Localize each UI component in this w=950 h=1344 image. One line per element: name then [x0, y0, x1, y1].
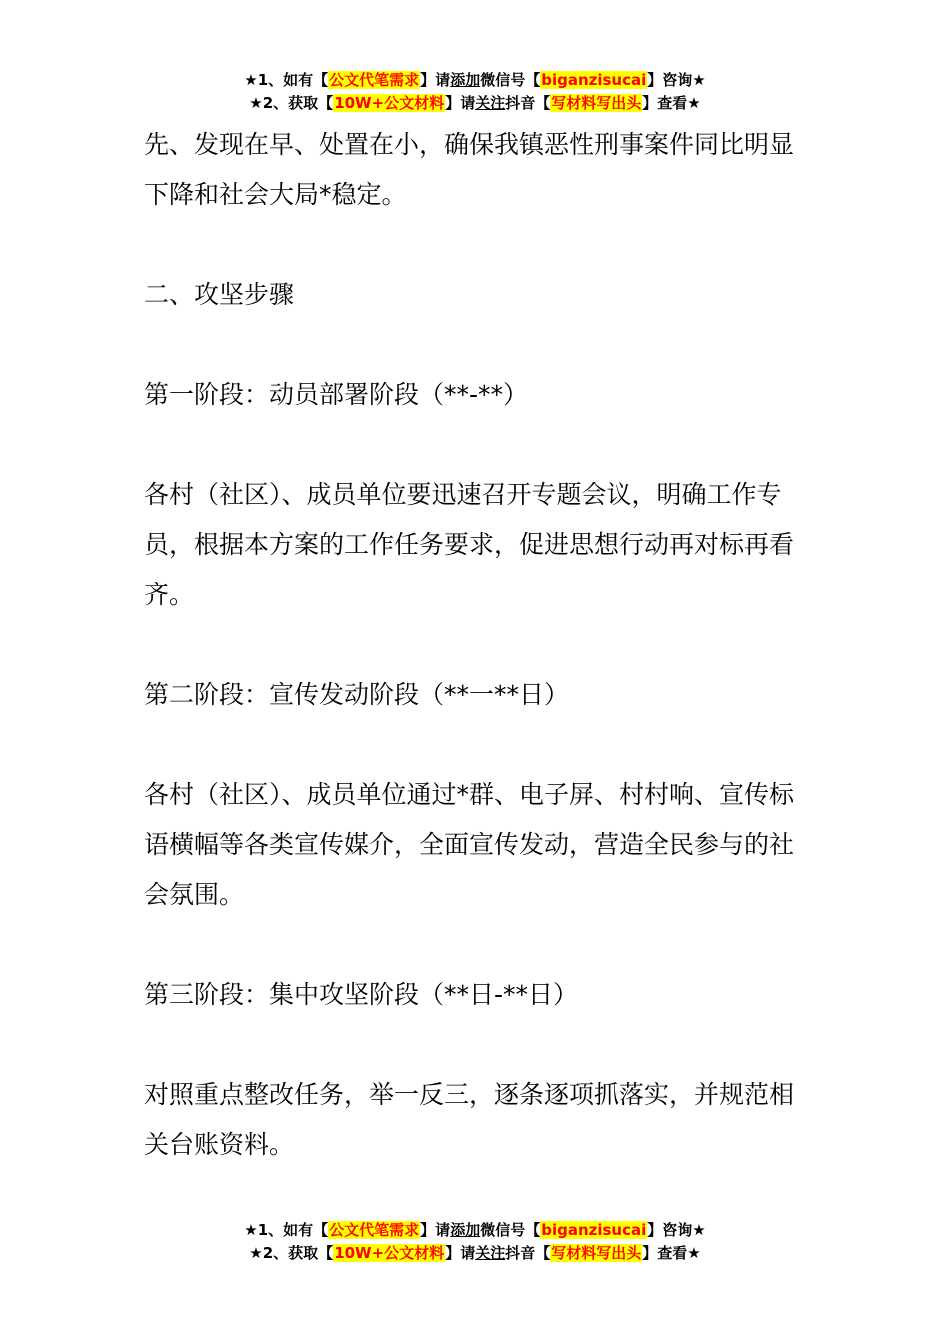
banner-line-2	[0, 92, 950, 115]
stage-three-body: 对照重点整改任务，举一反三，逐条逐项抓落实，并规范相关台账资料。	[144, 1080, 795, 1159]
banner-text: 】请	[420, 71, 451, 89]
banner-line-1	[0, 69, 950, 92]
paragraph-intro-continuation: 先、发现在早、处置在小，确保我镇恶性刑事案件同比明显下降和社会大局*稳定。	[144, 130, 795, 209]
banner-text: 】咨询★	[647, 71, 706, 89]
banner-highlight: 10W+公文材料	[334, 94, 445, 112]
banner-highlight: biganzisucai	[541, 1221, 647, 1239]
banner-text: 微信号【	[480, 1221, 541, 1239]
banner-underline: 添加	[450, 1221, 481, 1239]
banner-text: 微信号【	[480, 71, 541, 89]
banner-text: 抖音【	[505, 94, 551, 112]
banner-text: ★2、获取【	[249, 1244, 334, 1262]
banner-underline: 关注	[475, 1244, 506, 1262]
banner-text: 抖音【	[505, 1244, 551, 1262]
header-banner	[0, 69, 950, 115]
banner-text: 】查看★	[642, 1244, 701, 1262]
banner-text: 】查看★	[642, 94, 701, 112]
stage-two-body: 各村（社区）、成员单位通过*群、电子屏、村村响、宣传标语横幅等各类宣传媒介，全面宣传发动，营造全民参与的社会氛围。	[144, 780, 795, 909]
banner-text: ★1、如有【	[244, 71, 329, 89]
banner-underline: 关注	[475, 94, 506, 112]
stage-two-heading: 第二阶段：宣传发动阶段（**一**日）	[144, 680, 570, 709]
banner-highlight: biganzisucai	[541, 71, 647, 89]
banner-line-1	[0, 1219, 950, 1242]
banner-highlight: 公文代笔需求	[329, 71, 420, 89]
banner-highlight: 写材料写出头	[551, 1244, 642, 1262]
section-heading-steps: 二、攻坚步骤	[144, 280, 295, 309]
banner-highlight: 写材料写出头	[551, 94, 642, 112]
footer-banner	[0, 1219, 950, 1265]
stage-one-heading: 第一阶段：动员部署阶段（**-**）	[144, 380, 529, 409]
banner-text: 】咨询★	[647, 1221, 706, 1239]
banner-highlight: 10W+公文材料	[334, 1244, 445, 1262]
stage-three-heading: 第三阶段：集中攻坚阶段（**日-**日）	[144, 980, 579, 1009]
banner-text: 】请	[445, 94, 476, 112]
banner-text: ★1、如有【	[244, 1221, 329, 1239]
banner-highlight: 公文代笔需求	[329, 1221, 420, 1239]
stage-one-body: 各村（社区）、成员单位要迅速召开专题会议，明确工作专员，根据本方案的工作任务要求，促进思想行动再对标再看齐。	[144, 480, 795, 609]
banner-text: 】请	[445, 1244, 476, 1262]
document-body	[144, 120, 814, 1170]
banner-underline: 添加	[450, 71, 481, 89]
banner-line-2	[0, 1242, 950, 1265]
banner-text: 】请	[420, 1221, 451, 1239]
banner-text: ★2、获取【	[249, 94, 334, 112]
